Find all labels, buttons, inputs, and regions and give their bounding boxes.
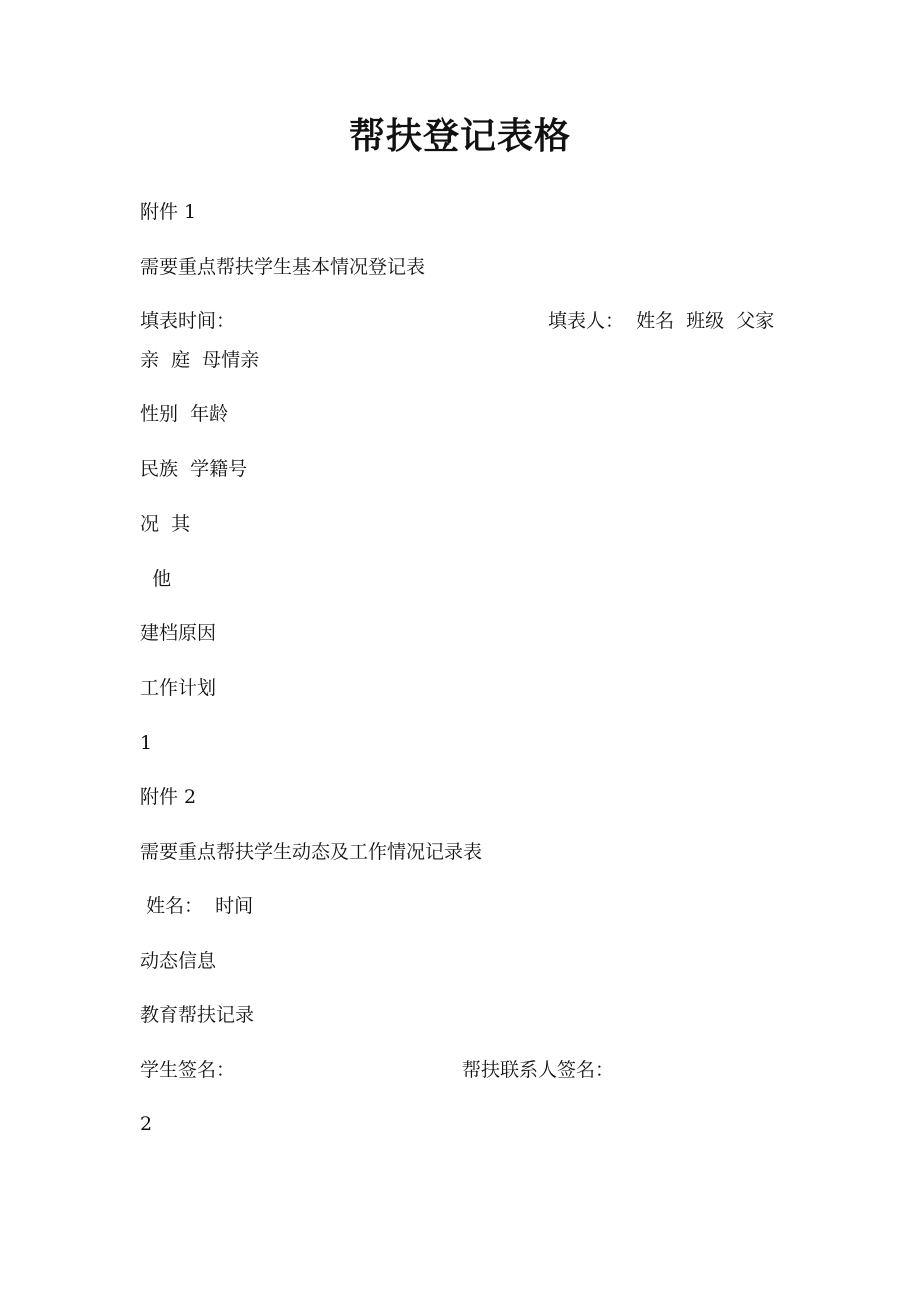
page-number-2: 2: [140, 1113, 153, 1135]
reason-line: 建档原因: [140, 622, 217, 644]
work-plan-line: 工作计划: [140, 677, 217, 699]
contact-sign-label: 帮扶联系人签名：: [462, 1059, 615, 1081]
attachment-1-label: 附件 1: [140, 201, 197, 223]
name-time-line: 姓名： 时间: [140, 895, 254, 917]
gender-age-line: 性别 年龄: [140, 403, 229, 425]
table-2-title: 需要重点帮扶学生动态及工作情况记录表: [140, 841, 483, 863]
fill-time-label: 填表时间：: [140, 310, 236, 332]
ethnic-id-line: 民族 学籍号: [140, 458, 248, 480]
other-continued-line: 他: [140, 568, 172, 590]
page-number-1: 1: [140, 732, 153, 754]
document-title: 帮扶登记表格: [348, 115, 571, 157]
family-line: 亲 庭 母情亲: [140, 349, 260, 371]
filler-label: 填表人： 姓名 班级 父家: [548, 310, 775, 332]
status-other-line: 况 其: [140, 513, 191, 535]
dynamic-info-line: 动态信息: [140, 950, 217, 972]
education-record-line: 教育帮扶记录: [140, 1004, 255, 1026]
table-1-title: 需要重点帮扶学生基本情况登记表: [140, 256, 426, 278]
attachment-2-label: 附件 2: [140, 786, 197, 808]
student-sign-label: 学生签名：: [140, 1059, 236, 1081]
